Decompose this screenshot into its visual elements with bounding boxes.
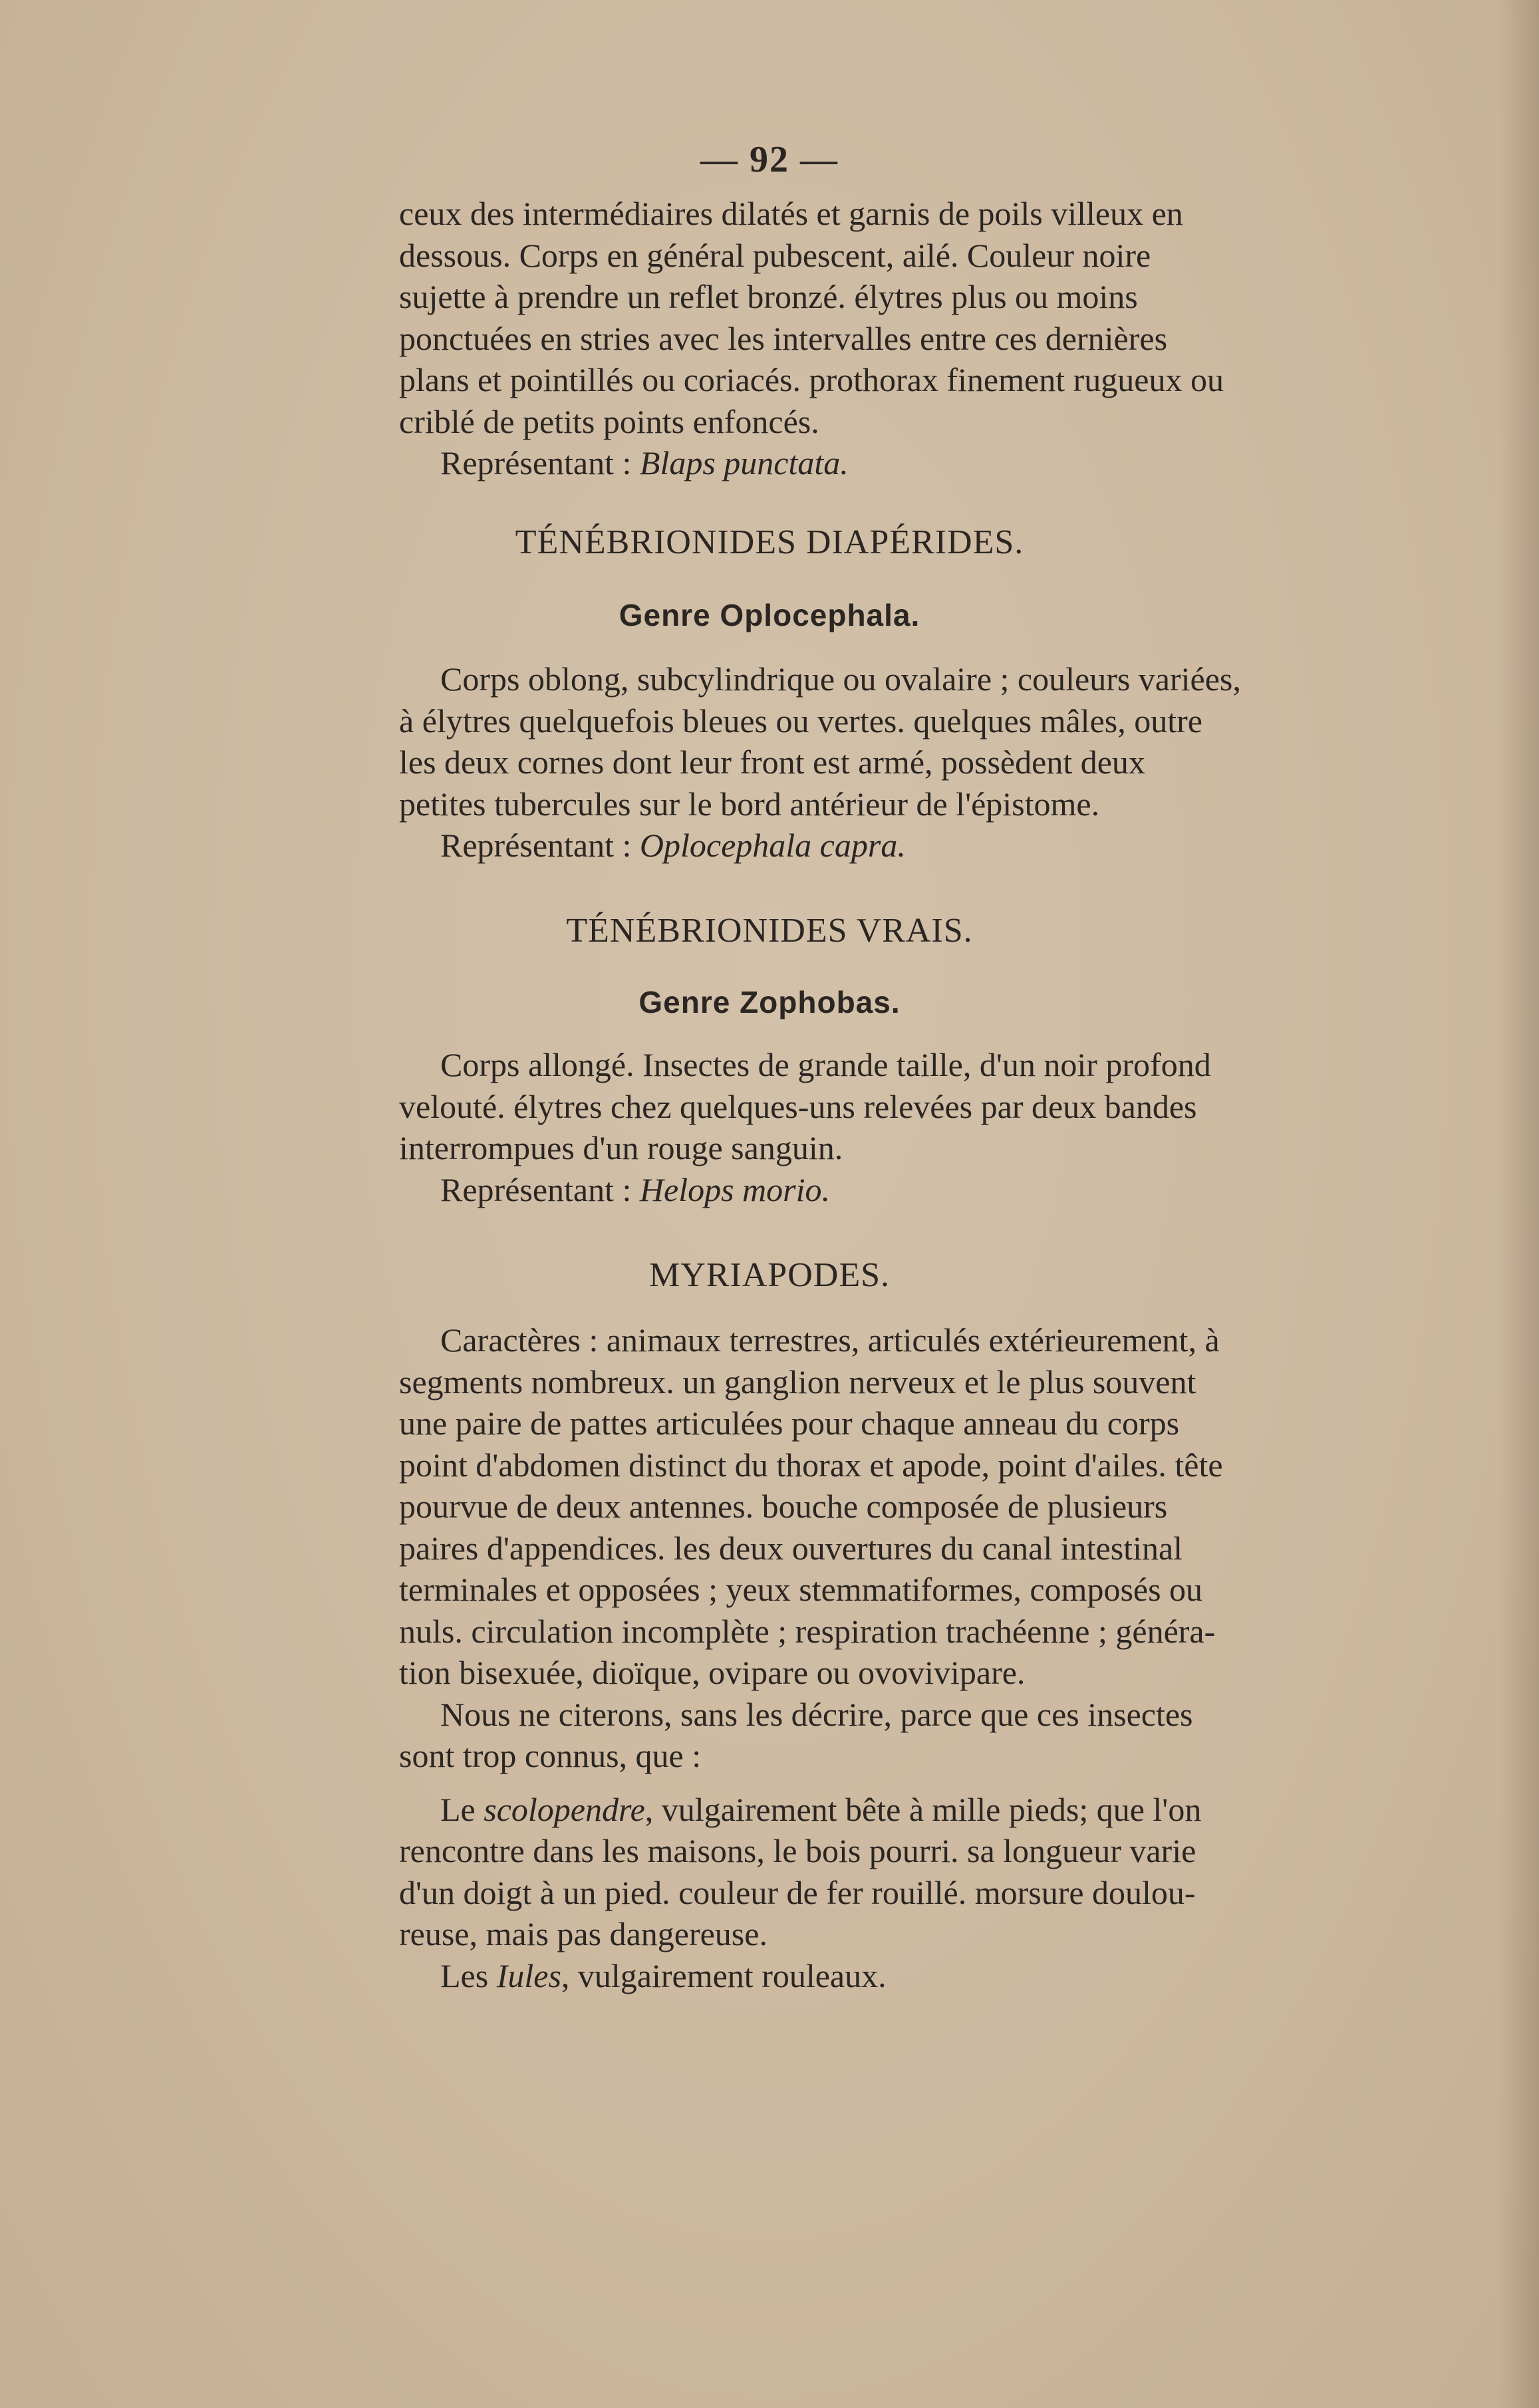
genus-heading: Genre Oplocephala.	[619, 598, 920, 632]
representative-label: Représentant :	[440, 1170, 640, 1208]
text-line: Caractères : animaux terrestres, articulés extérieurement, à	[440, 1321, 1220, 1359]
text-line: rencontre dans les maisons, le bois pourri. sa longueur varie	[399, 1832, 1196, 1869]
text-line: tion bisexuée, dioïque, ovipare ou ovovivipare.	[399, 1654, 1026, 1691]
section-heading: TÉNÉBRIONIDES VRAIS.	[566, 912, 973, 950]
text-line: ceux des intermédiaires dilatés et garnis de poils villeux en	[399, 195, 1183, 232]
species-name: Helops morio.	[639, 1170, 831, 1208]
text-line: une paire de pattes articulées pour chaque anneau du corps	[399, 1405, 1180, 1442]
text-line: plans et pointillés ou coriacés. prothorax finement rugueux ou	[399, 361, 1224, 398]
text-fragment: Le	[440, 1790, 484, 1828]
text-line: paires d'appendices. les deux ouvertures du canal intestinal	[399, 1529, 1183, 1567]
text-line: Corps oblong, subcylindrique ou ovalaire ; couleurs variées,	[440, 660, 1241, 698]
text-fragment: Les	[440, 1956, 497, 1994]
species-name: Oplocephala capra.	[639, 827, 906, 864]
page-number: — 92 —	[700, 139, 839, 180]
text-line: pourvue de deux antennes. bouche composée de plusieurs	[399, 1488, 1168, 1525]
text-line: velouté. élytres chez quelques-uns relevées par deux bandes	[399, 1087, 1197, 1125]
intro-paragraph	[399, 193, 1415, 484]
representative-label: Représentant :	[440, 444, 640, 481]
page-edge-shadow	[1499, 0, 1539, 2408]
text-line: petites tubercules sur le bord antérieur de l'épistome.	[399, 785, 1100, 823]
text-line	[399, 1955, 1415, 1997]
text-line: sujette à prendre un reflet bronzé. élytres plus ou moins	[399, 278, 1138, 315]
species-name: Iules	[496, 1956, 561, 1994]
zophobas-paragraph	[399, 1044, 1415, 1210]
text-line: les deux cornes dont leur front est armé, possèdent deux	[399, 743, 1145, 781]
representative-line	[399, 442, 1415, 484]
text-line: dessous. Corps en général pubescent, ailé. Couleur noire	[399, 236, 1151, 274]
text-line	[399, 1789, 1415, 1831]
text-line: reuse, mais pas dangereuse.	[399, 1915, 768, 1952]
text-line: à élytres quelquefois bleues ou vertes. quelques mâles, outre	[399, 702, 1202, 739]
myriapodes-paragraph	[399, 1319, 1415, 1996]
text-line: ponctuées en stries avec les intervalles entre ces dernières	[399, 319, 1168, 357]
text-line: segments nombreux. un ganglion nerveux et le plus souvent	[399, 1363, 1196, 1401]
text-line: criblé de petits points enfoncés.	[399, 402, 819, 440]
section-heading: TÉNÉBRIONIDES DIAPÉRIDES.	[515, 523, 1024, 561]
text-line: sont trop connus, que :	[399, 1737, 702, 1774]
text-line: point d'abdomen distinct du thorax et apode, point d'ailes. tête	[399, 1446, 1223, 1484]
text-line: nuls. circulation incomplète ; respiration trachéenne ; généra-	[399, 1612, 1216, 1650]
section-heading: MYRIAPODES.	[648, 1256, 891, 1294]
representative-line	[399, 825, 1415, 867]
text-line: terminales et opposées ; yeux stemmatiformes, composés ou	[399, 1571, 1203, 1608]
text-fragment: , vulgairement bête à mille pieds; que l'on	[644, 1790, 1202, 1828]
text-line: Nous ne citerons, sans les décrire, parce que ces insectes	[440, 1695, 1193, 1733]
representative-label: Représentant :	[440, 827, 640, 864]
representative-line	[399, 1169, 1415, 1211]
text-line: d'un doigt à un pied. couleur de fer rouillé. morsure doulou-	[399, 1873, 1196, 1911]
species-name: scolopendre	[484, 1790, 645, 1828]
oplocephala-paragraph	[399, 658, 1415, 867]
text-line: Corps allongé. Insectes de grande taille, d'un noir profond	[440, 1046, 1211, 1083]
text-line: interrompues d'un rouge sanguin.	[399, 1129, 843, 1166]
genus-heading: Genre Zophobas.	[638, 985, 901, 1019]
species-name: Blaps punctata.	[639, 444, 849, 481]
text-fragment: , vulgairement rouleaux.	[561, 1956, 887, 1994]
